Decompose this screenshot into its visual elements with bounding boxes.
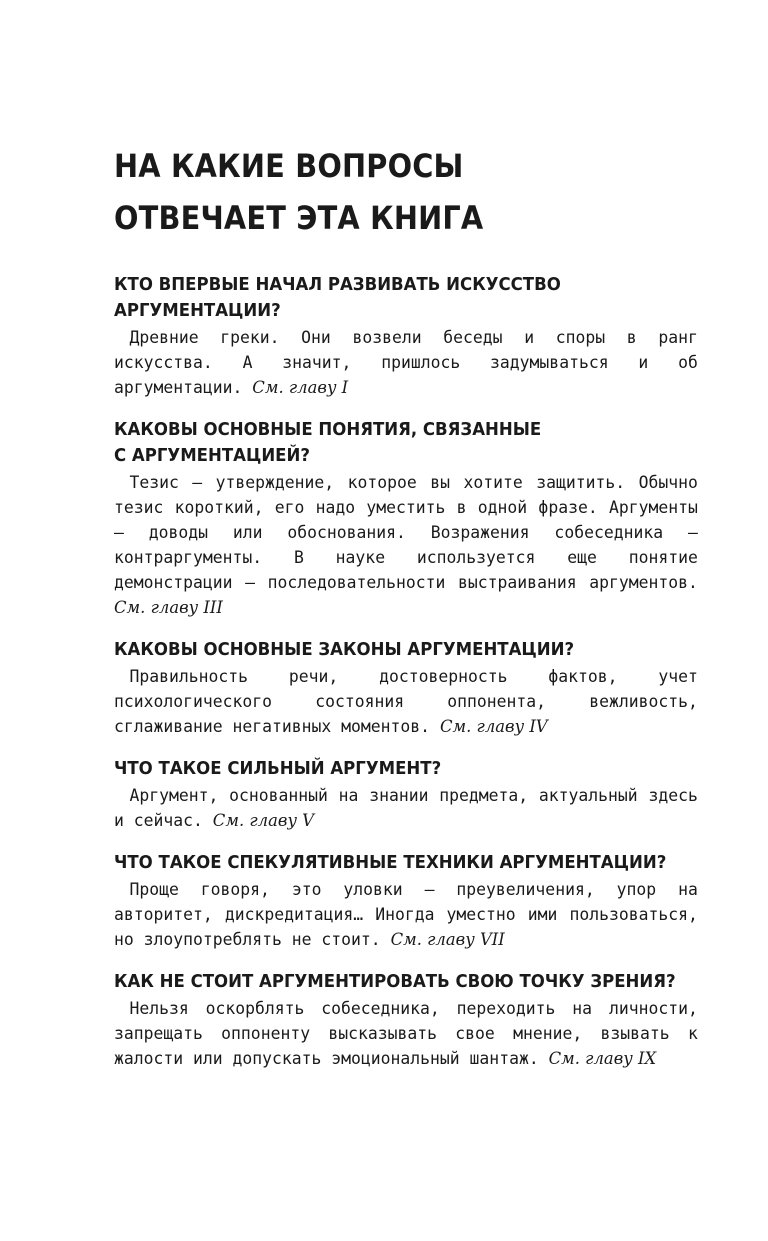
question-line: КАКОВЫ ОСНОВНЫЕ ПОНЯТИЯ, СВЯЗАННЫЕ xyxy=(114,419,542,440)
qa-section xyxy=(114,417,698,621)
question-line: ЧТО ТАКОЕ СПЕКУЛЯТИВНЫЕ ТЕХНИКИ АРГУМЕНТАЦИИ? xyxy=(114,852,667,873)
qa-section xyxy=(114,272,698,401)
chapter-reference: См. главу I xyxy=(252,378,349,398)
answer-body: Аргумент, основанный на знании предмета, актуальный здесь и сейчас. xyxy=(114,786,698,831)
question-heading xyxy=(114,637,698,663)
chapter-reference: См. главу VII xyxy=(390,930,505,950)
answer-text xyxy=(114,471,698,621)
question-heading xyxy=(114,756,698,782)
answer-text xyxy=(114,665,698,740)
chapter-reference: См. главу IV xyxy=(439,717,548,737)
answer-body: Правильность речи, достоверность фактов, учет психологического состояния оппонента, вежливость, сглаживание негативных моментов. xyxy=(114,667,698,737)
chapter-reference: См. главу V xyxy=(212,811,315,831)
question-line: КТО ВПЕРВЫЕ НАЧАЛ РАЗВИВАТЬ ИСКУССТВО xyxy=(114,274,561,295)
question-heading xyxy=(114,969,698,995)
answer-body: Проще говоря, это уловки — преувеличения, упор на авторитет, дискредитация… Иногда уместно ими пользоваться, но злоупотреблять не стоит. xyxy=(114,880,698,950)
title-line: ОТВЕЧАЕТ ЭТА КНИГА xyxy=(114,199,484,237)
book-page xyxy=(114,140,698,1088)
question-line: АРГУМЕНТАЦИИ? xyxy=(114,300,281,321)
answer-text xyxy=(114,784,698,834)
answer-text xyxy=(114,997,698,1072)
question-line: С АРГУМЕНТАЦИЕЙ? xyxy=(114,445,310,466)
question-heading xyxy=(114,272,698,324)
answer-text xyxy=(114,326,698,401)
qa-section xyxy=(114,637,698,740)
question-heading xyxy=(114,417,698,469)
question-heading xyxy=(114,850,698,876)
answer-body: Нельзя оскорблять собеседника, переходить на личности, запрещать оппоненту высказывать свое мнение, взывать к жалости или допускать эмоциональный шантаж. xyxy=(114,999,698,1069)
chapter-reference: См. главу IX xyxy=(548,1049,657,1069)
answer-text xyxy=(114,878,698,953)
answer-body: Тезис — утверждение, которое вы хотите защитить. Обычно тезис короткий, его надо уместить в одной фразе. Аргументы — доводы или обоснования. Возражения собеседника — контраргументы. В науке используется еще понятие демонстрации — последовательности выстраивания аргументов. xyxy=(114,473,698,593)
question-line: ЧТО ТАКОЕ СИЛЬНЫЙ АРГУМЕНТ? xyxy=(114,758,442,779)
qa-section xyxy=(114,756,698,834)
qa-section xyxy=(114,969,698,1072)
page-title xyxy=(114,140,697,244)
chapter-reference: См. главу III xyxy=(114,598,223,618)
question-line: КАКОВЫ ОСНОВНЫЕ ЗАКОНЫ АРГУМЕНТАЦИИ? xyxy=(114,639,575,660)
title-line: НА КАКИЕ ВОПРОСЫ xyxy=(114,147,464,185)
question-line: КАК НЕ СТОИТ АРГУМЕНТИРОВАТЬ СВОЮ ТОЧКУ ЗРЕНИЯ? xyxy=(114,971,676,992)
answer-body: Древние греки. Они возвели беседы и споры в ранг искусства. А значит, пришлось задумываться и об аргументации. xyxy=(114,328,698,398)
qa-section xyxy=(114,850,698,953)
